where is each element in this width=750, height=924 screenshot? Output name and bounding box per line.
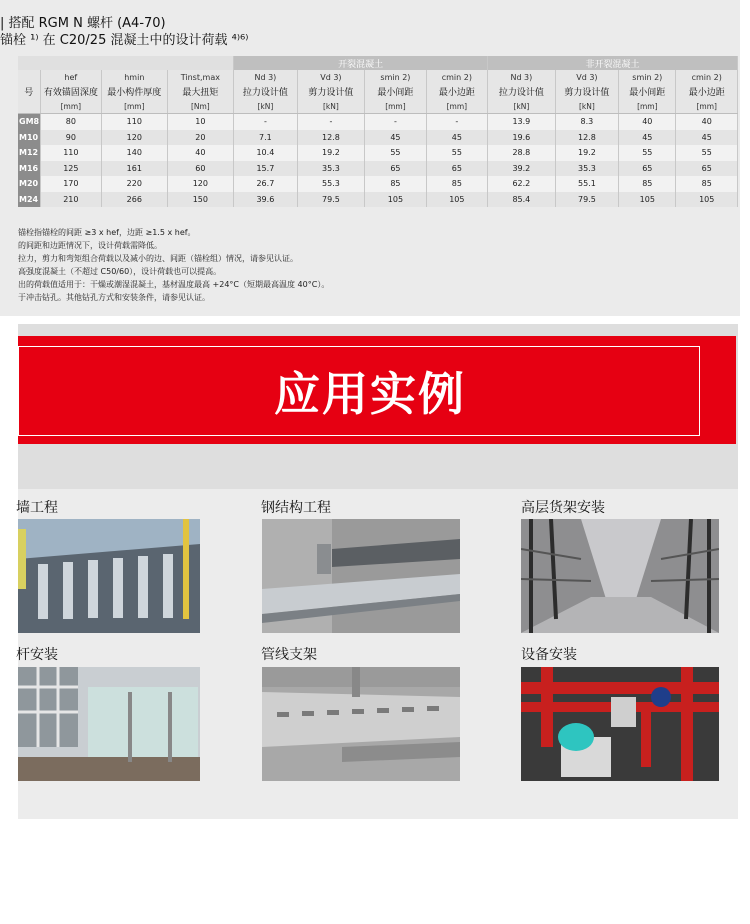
- footnote: 拉力，剪力和弯矩组合荷载以及减小的边、间距（锚栓组）情况，请参见认证。: [18, 254, 298, 263]
- steel-structure-photo: [262, 519, 460, 633]
- table-row: M12 110 140 40 10.4 19.2 55 55 28.8 19.2 55 55: [18, 145, 738, 161]
- footnotes: [18, 226, 329, 304]
- equipment-photo: [521, 667, 719, 781]
- caption-cable-tray: 管线支架: [261, 647, 317, 663]
- table-row: M16 125 161 60 15.7 35.3 65 65 39.2 35.3 65 65: [18, 161, 738, 177]
- caption-steel-structure: 钢结构工程: [261, 500, 331, 516]
- group-uncracked: 非开裂混凝土: [488, 56, 738, 70]
- table-row: GM8 80 110 10 - - - - 13.9 8.3 40 40: [18, 114, 738, 130]
- spec-title: | 搭配 RGM N 螺杆 (A4-70): [0, 16, 166, 31]
- caption-high-rack: 高层货架安装: [521, 500, 605, 516]
- railing-photo: [18, 667, 200, 781]
- table-body: [18, 114, 738, 208]
- table-group-row: [18, 56, 738, 70]
- table-header-row: 号 有效锚固深度 最小构件厚度 最大扭矩 拉力设计值 剪力设计值 最小间距 最小边距 拉力设计值 剪力设计值 最小间距 最小边距: [18, 84, 738, 99]
- spec-subtitle: 锚栓 ¹⁾ 在 C20/25 混凝土中的设计荷载 ⁴⁾⁶⁾: [0, 33, 249, 48]
- curtain-wall-photo: [18, 519, 200, 633]
- table-row: M10 90 120 20 7.1 12.8 45 45 19.6 12.8 45 45: [18, 130, 738, 146]
- footnote: 出的荷载值适用于：干燥或潮湿混凝土，基材温度最高 +24°C（短期最高温度 40°C）。: [18, 280, 330, 289]
- footnote: 于冲击钻孔。其他钻孔方式和安装条件，请参见认证。: [18, 293, 210, 302]
- table-symbol-row: hef hmin Tinst,max Nd 3) Vd 3) smin 2) cmin 2) Nd 3) Vd 3) smin 2) cmin 2): [18, 70, 738, 84]
- design-load-table: [18, 56, 738, 207]
- group-cracked: 开裂混凝土: [234, 56, 488, 70]
- footnote: 高强度混凝土（不超过 C50/60），设计荷载也可以提高。: [18, 267, 222, 276]
- table-row: M20 170 220 120 26.7 55.3 85 85 62.2 55.1 85 85: [18, 176, 738, 192]
- footnote: 的间距和边距情况下，设计荷载需降低。: [18, 241, 162, 250]
- high-rack-photo: [521, 519, 719, 633]
- cable-tray-photo: [262, 667, 460, 781]
- footnote: 锚栓指锚栓的间距 ≥3 x hef，边距 ≥1.5 x hef。: [18, 228, 196, 237]
- caption-curtain-wall: 墙工程: [16, 500, 58, 516]
- caption-railing: 杆安装: [16, 647, 58, 663]
- table-unit-row: [mm] [mm] [Nm] [kN] [kN] [mm] [mm] [kN] [kN] [mm] [mm]: [18, 99, 738, 114]
- table-row: M24 210 266 150 39.6 79.5 105 105 85.4 79.5 105 105: [18, 192, 738, 208]
- caption-equipment: 设备安装: [521, 647, 577, 663]
- banner-title: 应用实例: [274, 367, 466, 421]
